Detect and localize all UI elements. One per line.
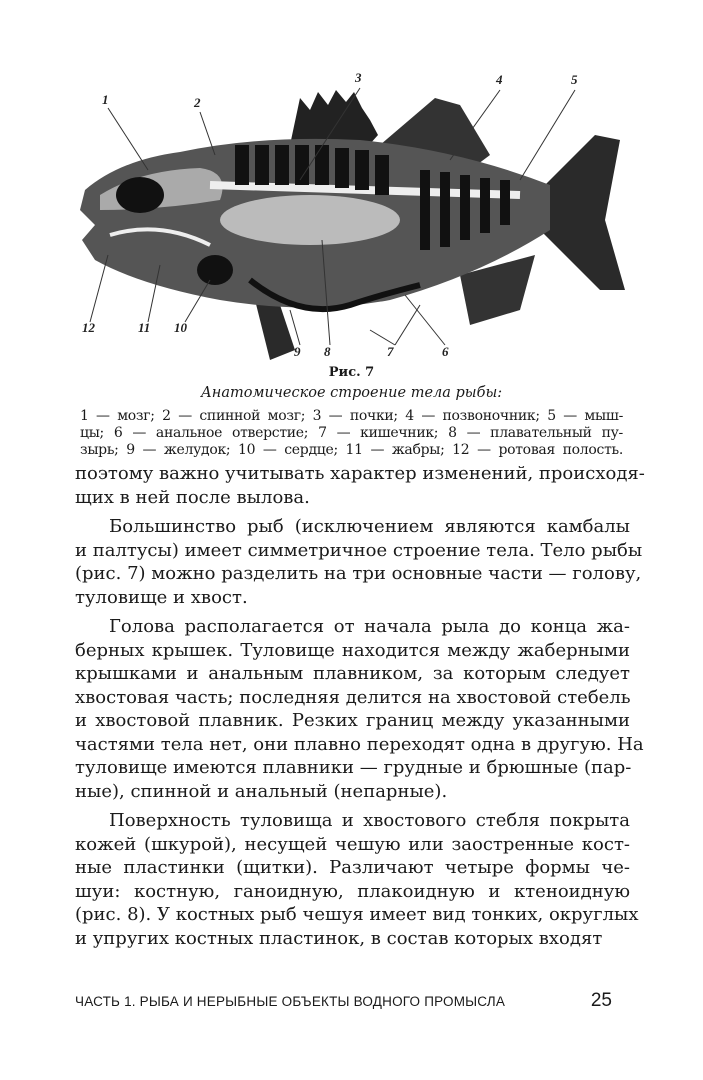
figure-label-4: 4 <box>496 72 503 87</box>
paragraph <box>75 615 644 803</box>
figure-label-3: 3 <box>355 70 362 85</box>
text-line: (рис. 7) можно разделить на три основные части — голову, <box>75 563 642 584</box>
figure-label-11: 11 <box>138 320 151 335</box>
text-line: берных крышек. Туловище находится между жаберными <box>75 639 630 661</box>
text-line: Большинство рыб (исключением являются камбалы <box>109 516 630 537</box>
text-line: хвостовая часть; последняя делится на хвостовой стебель <box>75 686 631 708</box>
page-footer <box>75 990 630 1016</box>
legend-line: 1 — мозг; 2 — спинной мозг; 3 — почки; 4 — позвоночник; 5 — мыш- <box>80 408 623 424</box>
text-line: крышками и анальным плавником, за которым следует <box>75 663 630 684</box>
text-line: ные), спинной и анальный (непарные). <box>75 780 448 802</box>
paragraph <box>75 809 639 950</box>
figure-label-8: 8 <box>324 344 331 359</box>
legend-line: цы; 6 — анальное отверстие; 7 — кишечник; 8 — плавательный пу- <box>80 425 623 441</box>
text-line: и палтусы) имеет симметричное строение тела. Тело рыбы <box>75 539 643 561</box>
text-line: и упругих костных пластинок, в состав которых входят <box>75 927 603 949</box>
text-line: шуи: костную, ганоидную, плакоидную и ктеноидную <box>75 880 630 902</box>
text-line: Поверхность туловища и хвостового стебля покрыта <box>109 810 630 831</box>
paragraph <box>75 462 645 509</box>
figure-label-6: 6 <box>442 344 449 359</box>
figure-label-5: 5 <box>571 72 578 87</box>
figure-number: Рис. 7 <box>328 365 375 380</box>
text-line: ные пластинки (щитки). Различают четыре формы че- <box>75 857 630 878</box>
figure-label-9: 9 <box>294 344 301 359</box>
paragraph <box>75 515 643 609</box>
fish-illustration <box>80 90 625 360</box>
figure-label-2: 2 <box>194 95 201 110</box>
figure-label-12: 12 <box>82 320 95 335</box>
figure-label-7: 7 <box>387 344 394 359</box>
text-line: и хвостовой плавник. Резких границ между указанными <box>75 710 630 731</box>
text-line: частями тела нет, они плавно переходят одна в другую. На <box>75 733 644 755</box>
text-line: туловище и хвост. <box>75 586 248 608</box>
text-line: Голова располагается от начала рыла до конца жа- <box>109 616 630 637</box>
figure-label-1: 1 <box>102 92 109 107</box>
legend-line: зырь; 9 — желудок; 10 — сердце; 11 — жабры; 12 — ротовая полость. <box>80 442 623 458</box>
running-title: ЧАСТЬ 1. РЫБА И НЕРЫБНЫЕ ОБЪЕКТЫ ВОДНОГО ПРОМЫСЛА <box>75 994 506 1009</box>
text-line: кожей (шкурой), несущей чешую или заостренные кост- <box>75 833 630 855</box>
page-number: 25 <box>590 990 612 1011</box>
body-text <box>75 462 645 956</box>
figure-legend <box>80 408 623 459</box>
text-line: туловище имеются плавники — грудные и брюшные (пар- <box>75 757 632 778</box>
text-line: щих в ней после вылова. <box>75 486 310 508</box>
fish-anatomy-figure <box>60 60 650 360</box>
text-line: (рис. 8). У костных рыб чешуя имеет вид тонких, округлых <box>75 904 639 925</box>
figure-label-10: 10 <box>174 320 187 335</box>
text-line: поэтому важно учитывать характер изменений, происходя- <box>75 463 645 484</box>
figure-title: Анатомическое строение тела рыбы: <box>200 385 503 401</box>
